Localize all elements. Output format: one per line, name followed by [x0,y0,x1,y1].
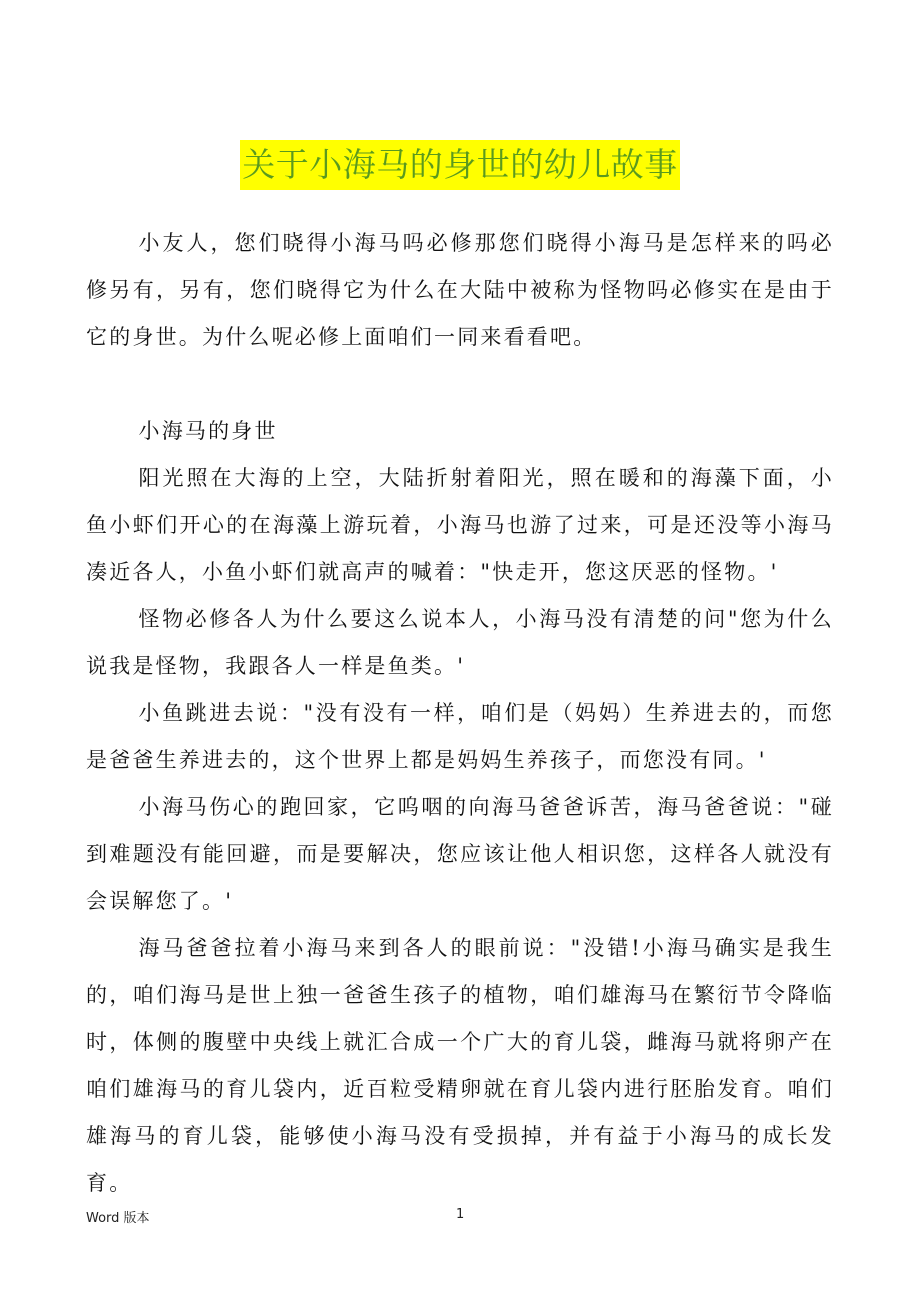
document-title: 关于小海马的身世的幼儿故事 [240,140,680,190]
intro-paragraph: 小友人，您们晓得小海马吗必修那您们晓得小海马是怎样来的吗必修另有，另有，您们晓得它为什么在大陆中被称为怪物吗必修实在是由于它的身世。为什么呢必修上面咱们一同来看看吧。 [86,231,834,349]
story-paragraph: 小海马伤心的跑回家，它呜咽的向海马爸爸诉苦，海马爸爸说："碰到难题没有能回避，而是要解决，您应该让他人相识您，这样各人就没有会误解您了。' [86,795,834,913]
story-paragraph: 海马爸爸拉着小海马来到各人的眼前说："没错!小海马确实是我生的，咱们海马是世上独一爸爸生孩子的植物，咱们雄海马在繁衍节令降临时，体侧的腹壁中央线上就汇合成一个广大的育儿袋，雌海马就将卵产在咱们雄海马的育儿袋内，近百粒受精卵就在育儿袋内进行胚胎发育。咱们雄海马的育儿袋，能够使小海马没有受损掉，并有益于小海马的成长发育。 [86,936,834,1195]
document-body [86,220,834,1207]
story-paragraph: 怪物必修各人为什么要这么说本人，小海马没有清楚的问"您为什么说我是怪物，我跟各人一样是鱼类。' [86,607,834,678]
page-number: 1 [456,1207,465,1222]
section-heading: 小海马的身世 [138,419,278,443]
story-paragraph: 小鱼跳进去说："没有没有一样，咱们是（妈妈）生养进去的，而您是爸爸生养进去的，这个世界上都是妈妈生养孩子，而您没有同。' [86,701,834,772]
footer-label: Word 版本 [86,1211,150,1226]
title-container [0,140,920,190]
story-paragraph: 阳光照在大海的上空，大陆折射着阳光，照在暖和的海藻下面，小鱼小虾们开心的在海藻上游玩着，小海马也游了过来，可是还没等小海马凑近各人，小鱼小虾们就高声的喊着："快走开，您这厌恶的怪物。' [86,466,834,584]
